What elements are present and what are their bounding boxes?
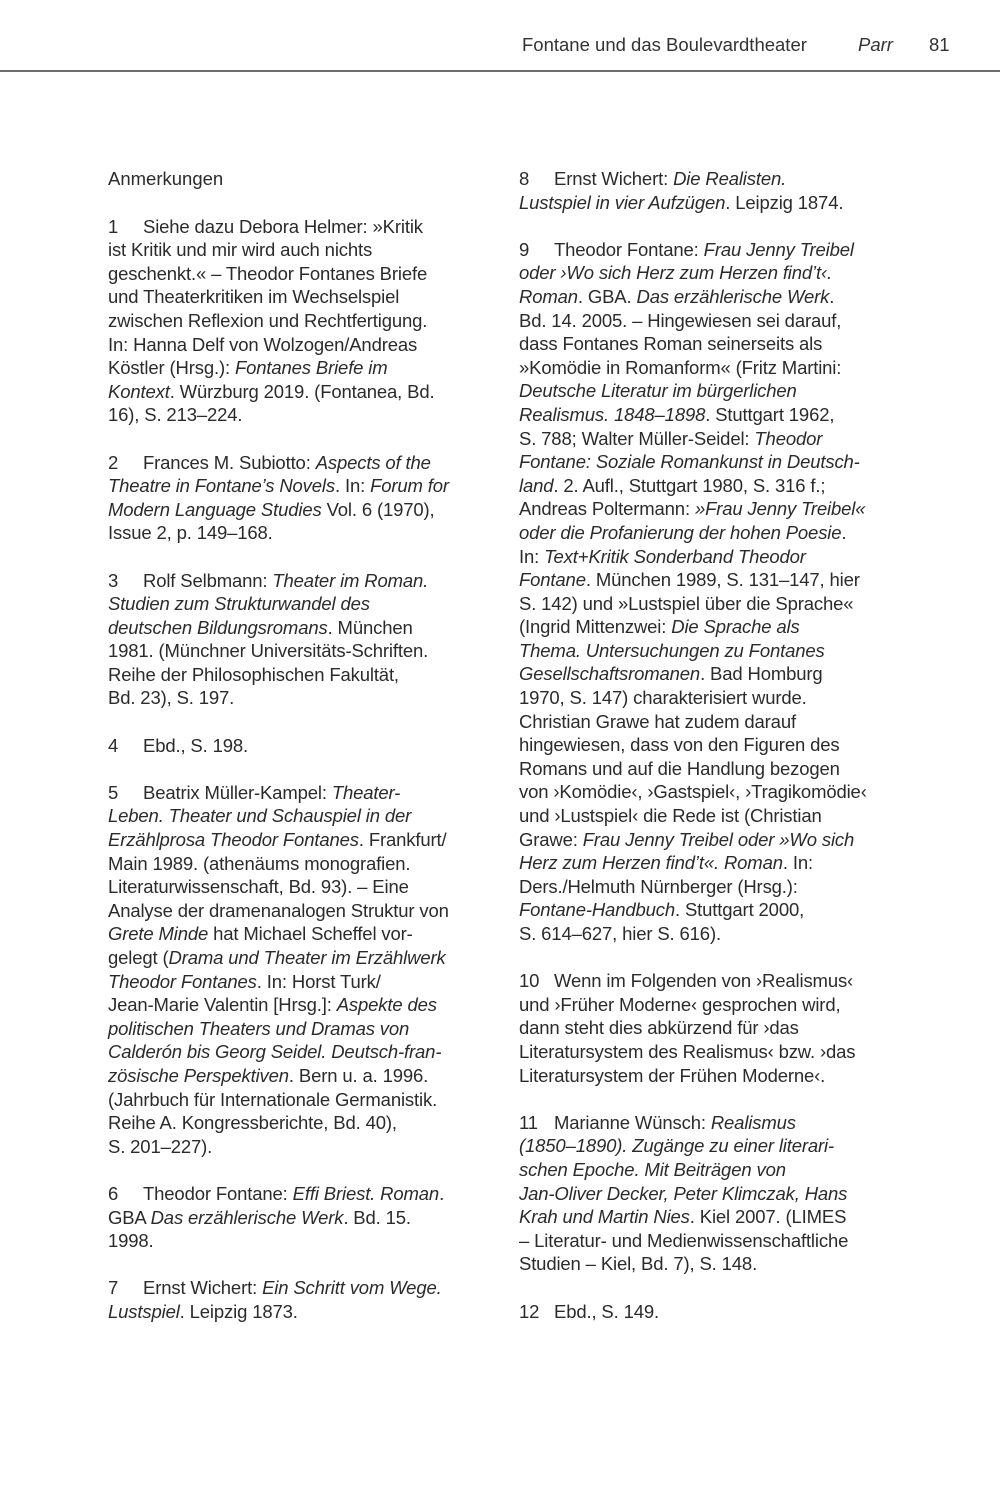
footnote-line — [519, 474, 919, 498]
italic-title: Frau Jenny Treibel oder »Wo sich — [582, 828, 855, 850]
footnote-text: Siehe dazu Debora Helmer: »Kritik — [143, 215, 423, 237]
footnote-text: . Stuttgart 2000, — [675, 899, 805, 921]
footnote-text: . In: — [334, 475, 371, 497]
footnote-line — [108, 1182, 508, 1206]
footnote-line — [108, 498, 508, 522]
footnote-text: 1998. — [108, 1230, 154, 1252]
footnote-text: Issue 2, p. 149–168. — [108, 522, 273, 544]
footnote-line — [519, 497, 919, 521]
footnote-line — [519, 568, 919, 592]
italic-title: Studien zum Strukturwandel des — [108, 593, 370, 615]
footnote-text: Bd. 23), S. 197. — [108, 687, 235, 709]
footnote-text: Main 1989. (athenäums monografien. — [108, 852, 411, 874]
italic-title: Frau Jenny Treibel — [703, 238, 854, 260]
footnote-text: In: — [519, 545, 545, 567]
footnote-line — [108, 1229, 508, 1253]
footnote-text: hat Michael Scheffel vor- — [208, 923, 413, 945]
footnote-text: dann steht dies abkürzend für ›das — [519, 1017, 799, 1039]
footnote-number: 4 — [108, 734, 119, 756]
italic-title: Forum for — [370, 475, 449, 497]
italic-title: Aspekte des — [336, 994, 437, 1016]
running-title: Fontane und das Boulevardtheater — [522, 34, 807, 55]
italic-title: Theatre in Fontane’s Novels — [108, 475, 335, 497]
footnote — [519, 969, 919, 1087]
running-author: Parr — [858, 34, 893, 55]
footnote-text: . GBA. — [577, 285, 637, 307]
footnote-number: 6 — [108, 1182, 119, 1204]
footnote-line — [519, 261, 919, 285]
italic-title: Text+Kritik Sonderband Theodor — [544, 545, 806, 567]
footnote-line — [519, 851, 919, 875]
footnote-line — [108, 946, 508, 970]
footnote-text: GBA — [108, 1206, 151, 1228]
footnote-text: Grawe: — [519, 828, 583, 850]
italic-title: Effi Briest. Roman — [292, 1182, 440, 1204]
footnote-line — [108, 828, 508, 852]
footnote-text: Theodor Fontane: — [143, 1182, 293, 1204]
footnote-line — [108, 285, 508, 309]
footnote-line — [108, 1135, 508, 1159]
italic-title: Grete Minde — [108, 923, 209, 945]
footnote-text: Reihe A. Kongressberichte, Bd. 40), — [108, 1112, 397, 1134]
footnote-text: S. 142) und »Lustspiel über die Sprache« — [519, 592, 854, 614]
footnote-line — [519, 757, 919, 781]
footnote-text: . Leipzig 1873. — [179, 1300, 298, 1322]
footnote-line — [108, 1111, 508, 1135]
footnote-line — [108, 1276, 508, 1300]
footnote-line — [108, 686, 508, 710]
footnote-text: Bd. 14. 2005. – Hingewiesen sei darauf, — [519, 309, 842, 331]
footnote-text: und ›Lustspiel‹ die Rede ist (Christian — [519, 805, 822, 827]
footnote-line — [108, 734, 508, 758]
footnote — [519, 167, 919, 214]
footnote-line — [108, 474, 508, 498]
footnote — [108, 215, 508, 427]
footnote-line — [108, 616, 508, 640]
footnote-text: Theodor Fontane: — [554, 238, 704, 260]
footnote-text: gelegt ( — [108, 947, 169, 968]
italic-title: politischen Theaters und Dramas von — [108, 1017, 410, 1039]
footnote-line — [108, 451, 508, 475]
footnote-text: . Leipzig 1874. — [725, 191, 844, 213]
footnote-line — [108, 1017, 508, 1041]
footnote-line — [108, 380, 508, 404]
footnote-line — [519, 615, 919, 639]
footnote-text: Frances M. Subiotto: — [143, 451, 316, 473]
footnote-number: 9 — [519, 238, 530, 260]
footnote-line — [108, 852, 508, 876]
italic-title: »Frau Jenny Treibel« — [694, 498, 866, 520]
footnote-line — [519, 167, 919, 191]
footnote-line — [519, 1252, 919, 1276]
italic-title: Fontane: Soziale Romankunst in Deutsch- — [519, 451, 860, 473]
footnote-text: S. 201–227). — [108, 1135, 213, 1157]
italic-title: Drama und Theater im Erzählwerk — [168, 947, 446, 968]
footnote-text: Ernst Wichert: — [554, 168, 674, 189]
footnote-text: Marianne Wünsch: — [554, 1111, 711, 1133]
footnote-text: Ebd., S. 149. — [554, 1300, 660, 1322]
footnote-text: von ›Komödie‹, ›Gastspiel‹, ›Tragikomödie‹ — [519, 781, 867, 803]
footnote-line — [519, 1016, 919, 1040]
footnote-line — [108, 1064, 508, 1088]
footnote-line — [108, 356, 508, 380]
italic-title: (1850–1890). Zugänge zu einer literari- — [519, 1135, 835, 1157]
footnote-text: . München 1989, S. 131–147, hier — [585, 569, 860, 591]
footnote-text: ist Kritik und mir wird auch nichts — [108, 239, 373, 261]
italic-title: Theater im Roman. — [272, 569, 429, 591]
italic-title: oder ›Wo sich Herz zum Herzen find’t‹. — [519, 262, 833, 284]
footnote-line — [519, 285, 919, 309]
italic-title: zösische Perspektiven — [108, 1064, 289, 1086]
footnote-line — [108, 899, 508, 923]
footnote-text: Studien – Kiel, Bd. 7), S. 148. — [519, 1253, 758, 1275]
footnote-text: S. 788; Walter Müller-Seidel: — [519, 427, 755, 449]
footnote-line — [519, 592, 919, 616]
footnote-number: 8 — [519, 168, 530, 189]
footnote-text: Reihe der Philosophischen Fakultät, — [108, 663, 399, 685]
footnote-number: 12 — [519, 1300, 540, 1322]
footnote-line — [108, 238, 508, 262]
footnote-text: geschenkt.« – Theodor Fontanes Briefe — [108, 262, 428, 284]
footnote-line — [519, 804, 919, 828]
italic-title: Die Sprache als — [671, 616, 800, 638]
footnote — [108, 569, 508, 711]
italic-title: Theodor Fontanes — [108, 970, 257, 992]
italic-title: Jan-Oliver Decker, Peter Klimczak, Hans — [519, 1182, 848, 1204]
footnote-text: Köstler (Hrsg.): — [108, 357, 235, 379]
footnote-number: 11 — [519, 1111, 538, 1133]
footnote-line — [519, 1134, 919, 1158]
footnote-line — [519, 1229, 919, 1253]
footnote-text: . Bad Homburg — [700, 663, 823, 685]
footnote-text: Christian Grawe hat zudem darauf — [519, 710, 796, 732]
italic-title: Theater- — [331, 781, 401, 803]
footnote-line — [519, 379, 919, 403]
footnote-line — [108, 781, 508, 805]
footnote-line — [108, 1300, 508, 1324]
footnote-line — [519, 1205, 919, 1229]
footnote-line — [108, 663, 508, 687]
footnote-line — [108, 993, 508, 1017]
running-header — [0, 0, 1000, 72]
footnote-text: . — [829, 285, 835, 307]
notes-column-right — [519, 167, 919, 1347]
header-rule — [0, 70, 1000, 72]
italic-title: Fontane-Handbuch — [519, 899, 675, 921]
footnote-line — [519, 710, 919, 734]
italic-title: Realismus — [710, 1111, 796, 1133]
footnote-text: Romans und auf die Handlung bezogen — [519, 757, 840, 779]
page-number: 81 — [929, 34, 950, 55]
footnote-text: . Kiel 2007. (LIMES — [689, 1206, 847, 1228]
footnote-text: . 2. Aufl., Stuttgart 1980, S. 316 f.; — [553, 474, 826, 496]
italic-title: Erzählprosa Theodor Fontanes — [108, 829, 359, 851]
footnote-number: 1 — [108, 215, 119, 237]
italic-title: Die Realisten. — [673, 168, 787, 189]
footnote-line — [519, 1182, 919, 1206]
footnote — [108, 1276, 508, 1323]
footnote-text: 16), S. 213–224. — [108, 404, 243, 426]
footnote — [108, 451, 508, 545]
italic-title: land — [519, 474, 554, 496]
footnote-text: Literatursystem der Frühen Moderne‹. — [519, 1064, 826, 1086]
footnote-line — [519, 662, 919, 686]
footnote-line — [519, 521, 919, 545]
footnote — [108, 781, 508, 1159]
footnote-line — [519, 875, 919, 899]
footnote-line — [108, 309, 508, 333]
footnote-line — [519, 427, 919, 451]
italic-title: Kontext — [108, 380, 170, 402]
footnote-line — [519, 780, 919, 804]
italic-title: schen Epoche. Mit Beiträgen von — [519, 1158, 786, 1180]
footnote-line — [519, 238, 919, 262]
footnote-line — [108, 262, 508, 286]
footnote-line — [108, 922, 508, 946]
footnote-line — [108, 1206, 508, 1230]
footnote-text: . — [841, 521, 847, 543]
footnote-line — [519, 332, 919, 356]
footnote-line — [108, 521, 508, 545]
italic-title: Das erzählerische Werk — [636, 285, 830, 307]
notes-list — [519, 167, 919, 1323]
italic-title: Modern Language Studies — [108, 498, 322, 520]
footnote-text: (Jahrbuch für Internationale Germanistik. — [108, 1088, 438, 1110]
footnote-line — [519, 686, 919, 710]
footnote — [108, 734, 508, 758]
footnote-text: Andreas Poltermann: — [519, 498, 695, 520]
footnote-text: . In: Horst Turk/ — [256, 970, 381, 992]
footnote-number: 5 — [108, 781, 119, 803]
footnote-line — [519, 191, 919, 215]
notes-column-left — [108, 167, 508, 1347]
footnote-line — [519, 828, 919, 852]
footnote-text: Wenn im Folgenden von ›Realismus‹ — [554, 970, 854, 992]
footnote-line — [108, 403, 508, 427]
footnote — [519, 1111, 919, 1276]
italic-title: Ein Schritt vom Wege. — [262, 1277, 442, 1299]
footnote-text: Literatursystem des Realismus‹ bzw. ›das — [519, 1040, 856, 1062]
italic-title: Lustspiel — [108, 1300, 180, 1322]
footnote-line — [519, 545, 919, 569]
footnote-line — [519, 733, 919, 757]
footnote-line — [108, 639, 508, 663]
footnote-text: . Stuttgart 1962, — [705, 403, 835, 425]
footnote-text: zwischen Reflexion und Rechtfertigung. — [108, 309, 428, 331]
footnote-line — [519, 309, 919, 333]
italic-title: Fontane — [519, 569, 586, 591]
footnote-line — [519, 356, 919, 380]
italic-title: Theodor — [754, 427, 823, 449]
footnote — [108, 1182, 508, 1253]
footnote-text: – Literatur- und Medienwissenschaftliche — [519, 1229, 849, 1251]
italic-title: Gesellschaftsromanen — [519, 663, 701, 685]
italic-title: Lustspiel in vier Aufzügen — [519, 191, 726, 213]
footnote-line — [108, 215, 508, 239]
footnote-line — [108, 1040, 508, 1064]
footnote-text: 1981. (Münchner Universitäts-Schriften. — [108, 640, 429, 662]
footnote-text: Analyse der dramenanalogen Struktur von — [108, 899, 449, 921]
footnote — [519, 238, 919, 946]
footnote-line — [519, 1040, 919, 1064]
footnote-line — [519, 450, 919, 474]
italic-title: deutschen Bildungsromans — [108, 616, 328, 638]
footnote-text: dass Fontanes Roman seinerseits als — [519, 333, 823, 355]
notes-list — [108, 215, 508, 1324]
footnote-line — [519, 1300, 919, 1324]
footnote-text: Beatrix Müller-Kampel: — [143, 781, 332, 803]
footnote-line — [519, 898, 919, 922]
footnote-text: Vol. 6 (1970), — [321, 498, 435, 520]
footnote-line — [108, 970, 508, 994]
footnote-line — [108, 1088, 508, 1112]
footnote-text: (Ingrid Mittenzwei: — [519, 616, 672, 638]
italic-title: Das erzählerische Werk — [150, 1206, 344, 1228]
footnote-text: 1970, S. 147) charakterisiert wurde. — [519, 687, 807, 709]
footnote-line — [108, 875, 508, 899]
footnote-line — [519, 639, 919, 663]
footnote-text: Ebd., S. 198. — [143, 734, 249, 756]
footnote-line — [519, 1158, 919, 1182]
italic-title: Krah und Martin Nies — [519, 1206, 690, 1228]
footnote-text: hingewiesen, dass von den Figuren des — [519, 734, 840, 756]
footnote-line — [108, 569, 508, 593]
footnote-line — [519, 993, 919, 1017]
footnote-line — [108, 333, 508, 357]
italic-title: Deutsche Literatur im bürgerlichen — [519, 380, 797, 402]
footnote-line — [108, 804, 508, 828]
footnote-number: 10 — [519, 970, 540, 992]
footnote-line — [519, 403, 919, 427]
footnote-text: Rolf Selbmann: — [143, 569, 273, 591]
italic-title: Realismus. 1848–1898 — [519, 403, 706, 425]
italic-title: Thema. Untersuchungen zu Fontanes — [519, 639, 825, 661]
footnote-line — [519, 922, 919, 946]
footnote-number: 3 — [108, 569, 119, 591]
footnote-text: . Bern u. a. 1996. — [288, 1064, 429, 1086]
footnote-line — [519, 1111, 919, 1135]
italic-title: Leben. Theater und Schauspiel in der — [108, 805, 412, 827]
footnote-text: »Komödie in Romanform« (Fritz Martini: — [519, 356, 842, 378]
footnote-line — [108, 592, 508, 616]
italic-title: Roman — [519, 285, 578, 307]
footnote-text: S. 614–627, hier S. 616). — [519, 923, 721, 944]
footnote-text: . Würzburg 2019. (Fontanea, Bd. — [169, 380, 435, 402]
footnote-text: . In: — [782, 852, 813, 874]
footnote-line — [519, 969, 919, 993]
italic-title: Fontanes Briefe im — [234, 357, 388, 379]
section-heading: Anmerkungen — [108, 168, 224, 189]
italic-title: Calderón bis Georg Seidel. Deutsch-fran- — [108, 1041, 442, 1063]
italic-title: Aspects of the — [315, 451, 431, 473]
footnote-text: . — [439, 1182, 445, 1204]
footnote-text: . Frankfurt/ — [358, 829, 447, 851]
footnote-text: und ›Früher Moderne‹ gesprochen wird, — [519, 993, 841, 1015]
footnote-text: . München — [327, 616, 413, 638]
footnote-number: 7 — [108, 1277, 119, 1299]
footnote-text: und Theaterkritiken im Wechselspiel — [108, 286, 400, 308]
footnote — [519, 1300, 919, 1324]
footnote-line — [519, 1064, 919, 1088]
italic-title: oder die Profanierung der hohen Poesie — [519, 521, 842, 543]
italic-title: Herz zum Herzen find’t«. Roman — [519, 852, 783, 874]
footnote-text: Jean-Marie Valentin [Hrsg.]: — [108, 994, 337, 1016]
footnote-text: Ders./Helmuth Nürnberger (Hrsg.): — [519, 875, 798, 897]
footnote-text: Ernst Wichert: — [143, 1277, 263, 1299]
footnote-number: 2 — [108, 451, 119, 473]
footnote-text: In: Hanna Delf von Wolzogen/Andreas — [108, 333, 418, 355]
footnote-text: . Bd. 15. — [343, 1206, 411, 1228]
footnote-text: Literaturwissenschaft, Bd. 93). – Eine — [108, 876, 409, 898]
